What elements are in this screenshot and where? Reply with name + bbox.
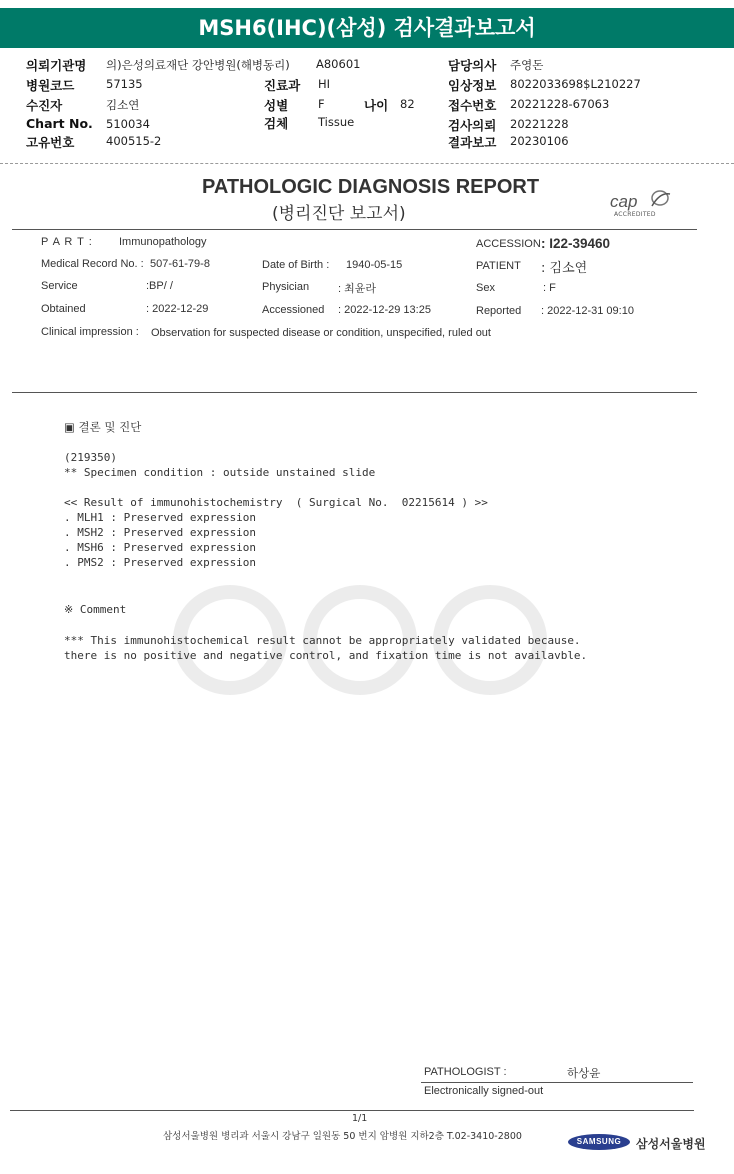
- age-label: 나이: [364, 98, 389, 113]
- result-line: [64, 480, 488, 495]
- doctor-value: 주영돈: [510, 58, 544, 72]
- sex-value: F: [318, 97, 325, 111]
- clinical-info-label: 임상정보: [448, 78, 497, 93]
- sex-report-value: : F: [543, 282, 556, 294]
- report-top-rule: [12, 229, 697, 230]
- patient-report-value: : 김소연: [541, 261, 588, 276]
- part-value: Immunopathology: [119, 236, 207, 248]
- result-line: . MLH1 : Preserved expression: [64, 511, 257, 524]
- section-title: ▣ 결론 및 진단: [64, 420, 142, 434]
- header-divider: [0, 163, 734, 164]
- patient-label: 수진자: [26, 98, 63, 113]
- chart-label: Chart No.: [26, 116, 93, 131]
- samsung-logo: SAMSUNG: [568, 1134, 630, 1150]
- report-title: PATHOLOGIC DIAGNOSIS REPORT: [202, 176, 540, 198]
- cap-accredited: ACCREDITED: [614, 211, 656, 218]
- part-label: P A R T :: [41, 236, 93, 248]
- reported-label: Reported: [476, 305, 522, 317]
- signed-out-text: Electronically signed-out: [424, 1085, 544, 1097]
- result-block: [64, 450, 488, 570]
- hospital-code-value: 57135: [106, 77, 143, 91]
- clinical-info-value: 8022033698$L210227: [510, 77, 641, 91]
- dept-label: 진료과: [264, 78, 301, 93]
- physician-label: Physician: [262, 281, 310, 293]
- result-line: . PMS2 : Preserved expression: [64, 556, 257, 569]
- obtained-value: : 2022-12-29: [146, 303, 209, 315]
- cap-logo: [608, 188, 678, 220]
- sex-label: 성별: [264, 98, 289, 113]
- pathologist-label: PATHOLOGIST :: [424, 1066, 507, 1078]
- mrn-label: Medical Record No. :: [41, 258, 144, 270]
- mrn-value: 507-61-79-8: [150, 258, 210, 270]
- patient-value: 김소연: [106, 98, 140, 112]
- footer-address: 삼성서울병원 병리과 서울시 강남구 일원동 50 번지 암병원 지하2층 T.02-3410-2800: [163, 1131, 522, 1142]
- unique-label: 고유번호: [26, 135, 75, 150]
- service-value: :BP/ /: [146, 280, 173, 292]
- reported-value: : 2022-12-31 09:10: [541, 305, 634, 317]
- institution-value: 의)은성의료재단 강안병원(해병동리): [106, 58, 290, 72]
- result-line: ** Specimen condition : outside unstained slide: [64, 466, 376, 479]
- clinical-impression-label: Clinical impression :: [41, 326, 139, 338]
- accession-label: ACCESSION: [476, 238, 541, 250]
- request-label: 검사의뢰: [448, 118, 497, 133]
- result-label: 결과보고: [448, 135, 497, 150]
- report-subtitle: (병리진단 보고서): [272, 204, 406, 224]
- accession-value: : I22-39460: [541, 236, 611, 251]
- result-line: (219350): [64, 451, 117, 464]
- result-line: . MSH6 : Preserved expression: [64, 541, 257, 554]
- dept-value: HI: [318, 77, 331, 91]
- document-title: MSH6(IHC)(삼성) 검사결과보고서: [0, 8, 734, 48]
- unique-value: 400515-2: [106, 134, 162, 148]
- result-line: << Result of immunohistochemistry ( Surgical No. 02215614 ) >>: [64, 496, 488, 509]
- institution-label: 의뢰기관명: [26, 58, 87, 73]
- specimen-value: Tissue: [318, 115, 355, 129]
- comment-line: *** This immunohistochemical result cannot be appropriately validated because.: [64, 634, 581, 647]
- comment-title: ※ Comment: [64, 603, 127, 616]
- signature-rule: [421, 1082, 693, 1083]
- dob-label: Date of Birth :: [262, 259, 330, 271]
- comment-line: there is no positive and negative control, and fixation time is not availavble.: [64, 649, 588, 662]
- physician-value: : 최윤라: [338, 283, 376, 295]
- result-line: . MSH2 : Preserved expression: [64, 526, 257, 539]
- dob-value: 1940-05-15: [346, 259, 403, 271]
- page-number: 1/1: [352, 1113, 368, 1124]
- patient-report-label: PATIENT: [476, 260, 521, 272]
- institution-code: A80601: [316, 57, 361, 71]
- request-value: 20221228: [510, 117, 569, 131]
- sex-report-label: Sex: [476, 282, 495, 294]
- hospital-code-label: 병원코드: [26, 78, 75, 93]
- receipt-value: 20221228-67063: [510, 97, 610, 111]
- result-value: 20230106: [510, 134, 569, 148]
- age-value: 82: [400, 97, 415, 111]
- obtained-label: Obtained: [41, 303, 86, 315]
- clinical-impression-value: Observation for suspected disease or condition, unspecified, ruled out: [151, 327, 491, 339]
- pathologist-name: 하상윤: [567, 1066, 601, 1080]
- footer-rule: [10, 1110, 694, 1111]
- chart-value: 510034: [106, 117, 150, 131]
- specimen-label: 검체: [264, 116, 289, 131]
- report-meta-rule: [12, 392, 697, 393]
- cap-text: cap: [610, 192, 638, 211]
- hospital-logo-text: 삼성서울병원: [636, 1137, 706, 1151]
- doctor-label: 담당의사: [448, 58, 497, 73]
- receipt-label: 접수번호: [448, 98, 497, 113]
- comment-block: [64, 633, 587, 663]
- accessioned-label: Accessioned: [262, 304, 325, 316]
- service-label: Service: [41, 280, 78, 292]
- accessioned-value: : 2022-12-29 13:25: [338, 304, 431, 316]
